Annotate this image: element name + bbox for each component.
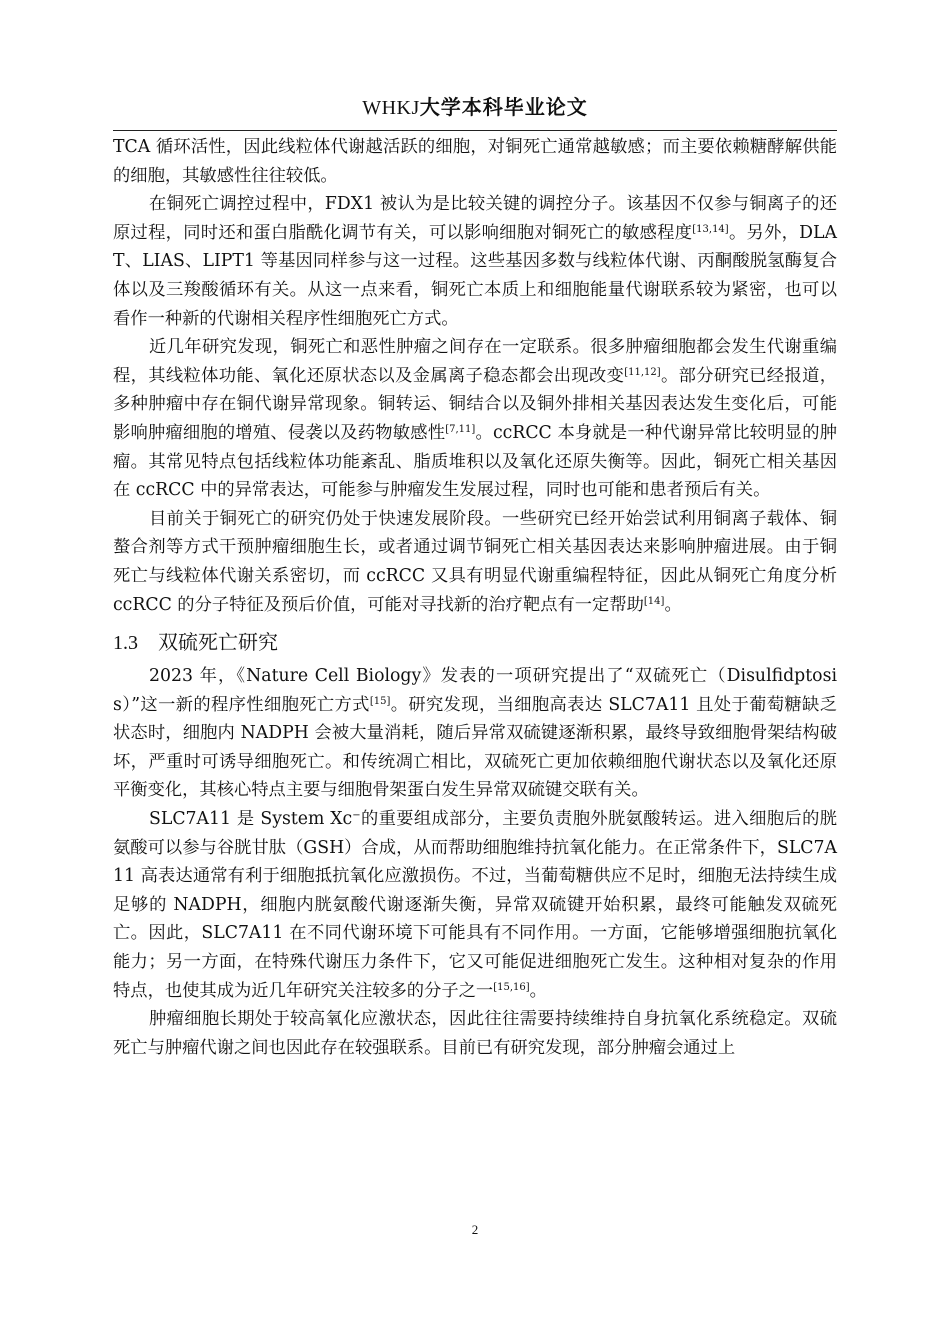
paragraph: 2023 年，《Nature Cell Biology》发表的一项研究提出了“双硫死亡（Disulfidptosis）”这一新的程序性细胞死亡方式[15]。研究发现，当细胞高表达 SLC7A11 且处于葡萄糖缺乏状态时，细胞内 NADPH 会被大量消耗，随后异常双硫键逐渐积累，最终导致细胞骨架结构破坏，严重时可诱导细胞死亡。和传统凋亡相比，双硫死亡更加依赖细胞代谢状态以及氧化还原平衡变化，其核心特点主要与细胞骨架蛋白发生异常双硫键交联有关。 — [113, 666, 837, 801]
citation: [11,12] — [624, 366, 661, 378]
citation: [15,16] — [493, 981, 530, 993]
paragraph: 肿瘤细胞长期处于较高氧化应激状态，因此往往需要持续维持自身抗氧化系统稳定。双硫死亡与肿瘤代谢之间也因此存在较强联系。目前已有研究发现，部分肿瘤会通过上 — [113, 1009, 837, 1058]
paragraph: SLC7A11 是 System Xc−的重要组成部分，主要负责胞外胱氨酸转运。进入细胞后的胱氨酸可以参与谷胱甘肽（GSH）合成，从而帮助细胞维持抗氧化能力。在正常条件下，SLC7A11 高表达通常有利于细胞抵抗氧化应激损伤。不过，当葡萄糖供应不足时，细胞无法持续生成足够的 NADPH，细胞内胱氨酸代谢逐渐失衡，异常双硫键开始积累，最终可能触发双硫死亡。因此，SLC7A11 在不同代谢环境下可能具有不同作用。一方面，它能够增强细胞抗氧化能力；另一方面，在特殊代谢压力条件下，它又可能促进细胞死亡发生。这种相对复杂的作用特点，也使其成为近几年研究关注较多的分子之一[15,16]。 — [113, 809, 837, 1001]
citation: [7,11] — [445, 423, 476, 435]
section-number: 1.3 — [113, 632, 138, 655]
paragraph: 目前关于铜死亡的研究仍处于快速发展阶段。一些研究已经开始尝试利用铜离子载体、铜螯合剂等方式干预肿瘤细胞生长，或者通过调节铜死亡相关基因表达来影响肿瘤进展。由于铜死亡与线粒体代谢关系密切，而 ccRCC 又具有明显代谢重编程特征，因此从铜死亡角度分析 ccRCC 的分子特征及预后价值，可能对寻找新的治疗靶点有一定帮助[14]。 — [113, 508, 837, 615]
header-title: 大学本科毕业论文 — [419, 95, 588, 119]
paragraph: 在铜死亡调控过程中，FDX1 被认为是比较关键的调控分子。该基因不仅参与铜离子的还原过程，同时还和蛋白脂酰化调节有关，可以影响细胞对铜死亡的敏感程度[13,14]。另外，DLAT、LIAS、LIPT1 等基因同样参与这一过程。这些基因多数与线粒体代谢、丙酮酸脱氢酶复合体以及三羧酸循环有关。从这一点来看，铜死亡本质上和细胞能量代谢联系较为紧密，也可以看作一种新的代谢相关程序性细胞死亡方式。 — [113, 194, 837, 329]
citation: [15] — [369, 695, 391, 707]
section-title: 双硫死亡研究 — [158, 630, 278, 655]
paragraph: TCA 循环活性，因此线粒体代谢越活跃的细胞，对铜死亡通常越敏感；而主要依赖糖酵解供能的细胞，其敏感性往往较低。 — [113, 137, 837, 186]
superscript: − — [352, 810, 361, 822]
page-number: 2 — [471, 1222, 479, 1237]
body-text — [113, 133, 837, 1062]
header-code: WHKJ — [362, 97, 420, 119]
running-header — [113, 94, 837, 121]
citation: [14] — [643, 595, 665, 607]
header-rule — [113, 130, 837, 131]
citation: [13,14] — [692, 223, 729, 235]
section-heading — [113, 625, 837, 660]
paragraph: 近几年研究发现，铜死亡和恶性肿瘤之间存在一定联系。很多肿瘤细胞都会发生代谢重编程，其线粒体功能、氧化还原状态以及金属离子稳态都会出现改变[11,12]。部分研究已经报道，多种肿瘤中存在铜代谢异常现象。铜转运、铜结合以及铜外排相关基因表达发生变化后，可能影响肿瘤细胞的增殖、侵袭以及药物敏感性[7,11]。ccRCC 本身就是一种代谢异常比较明显的肿瘤。其常见特点包括线粒体功能紊乱、脂质堆积以及氧化还原失衡等。因此，铜死亡相关基因在 ccRCC 中的异常表达，可能参与肿瘤发生发展过程，同时也可能和患者预后有关。 — [113, 337, 837, 501]
